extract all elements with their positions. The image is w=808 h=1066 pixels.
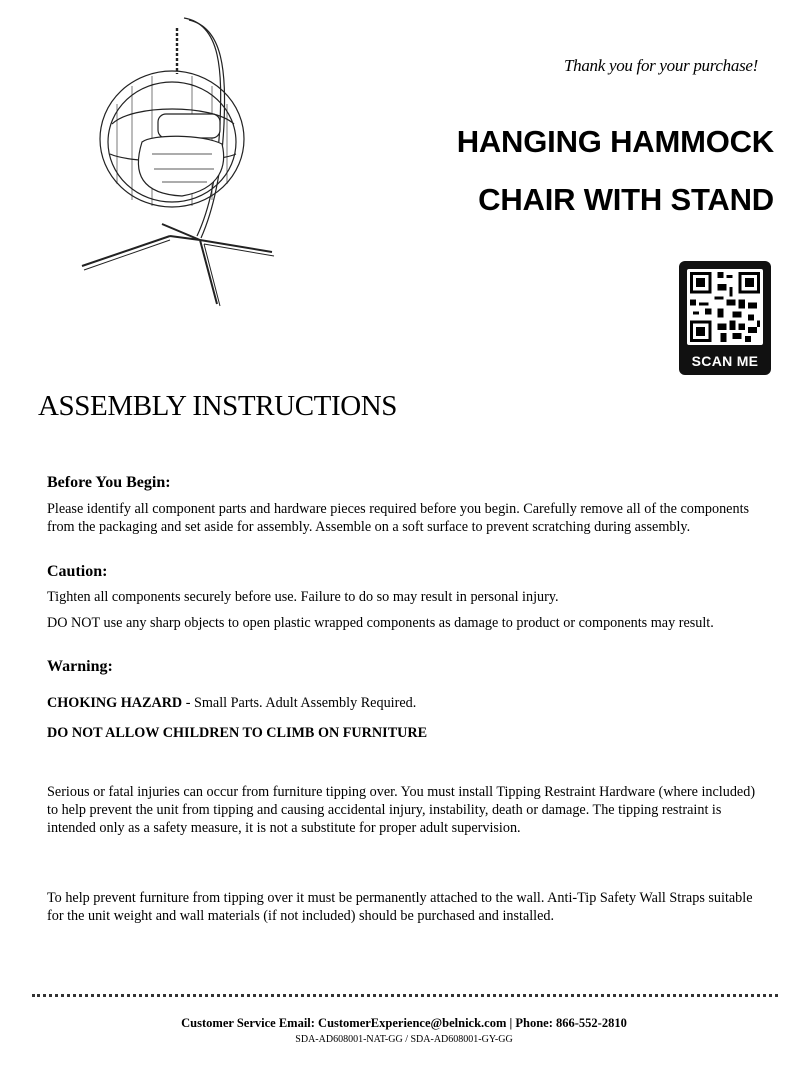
qr-code-icon — [687, 269, 763, 345]
choking-hazard-label: CHOKING HAZARD — [47, 695, 183, 711]
hammock-chair-illustration — [72, 14, 282, 310]
tipping-warning-text: Serious or fatal injuries can occur from furniture tipping over. You must install Tipping Restraint Hardware (where included) to help prevent the unit from tipping and causing accidental injury, instability, death or damage. The tipping restraint is intended only as a safety measure, it is not a substitute for proper adult supervision. — [47, 784, 756, 836]
choking-hazard-text: - Small Parts. Adult Assembly Required. — [182, 695, 417, 711]
caution-heading: Caution: — [47, 563, 108, 580]
before-you-begin-heading: Before You Begin: — [47, 474, 171, 491]
product-title-line-1: HANGING HAMMOCK — [456, 124, 774, 159]
no-climb-warning: DO NOT ALLOW CHILDREN TO CLIMB ON FURNITURE — [47, 725, 428, 741]
before-you-begin-text: Please identify all component parts and hardware pieces required before you begin. Carefully remove all of the components from the packaging and set aside for assembly. Assemble on a soft surface to prevent scratching during assembly. — [47, 501, 750, 535]
wall-anchor-text: To help prevent furniture from tipping over it must be permanently attached to the wall. Anti-Tip Safety Wall Straps suitable for the unit weight and wall materials (if not included) should be purchased and installed. — [47, 890, 753, 924]
scan-me-label: SCAN ME — [691, 353, 759, 369]
document-heading: ASSEMBLY INSTRUCTIONS — [38, 390, 398, 422]
thank-you-note: Thank you for your purchase! — [564, 56, 758, 75]
footer-divider — [32, 994, 778, 997]
product-sku: SDA-AD608001-NAT-GG / SDA-AD608001-GY-GG — [295, 1034, 513, 1045]
warning-heading: Warning: — [47, 658, 113, 675]
qr-code-badge[interactable] — [679, 261, 771, 375]
caution-text-2: DO NOT use any sharp objects to open plastic wrapped components as damage to product or components may result. — [47, 615, 714, 631]
customer-service-contact: Customer Service Email: CustomerExperience@belnick.com | Phone: 866-552-2810 — [181, 1016, 627, 1030]
product-title-line-2: CHAIR WITH STAND — [478, 182, 774, 217]
caution-text-1: Tighten all components securely before use. Failure to do so may result in personal injury. — [47, 589, 559, 605]
choking-hazard-line — [47, 694, 767, 712]
